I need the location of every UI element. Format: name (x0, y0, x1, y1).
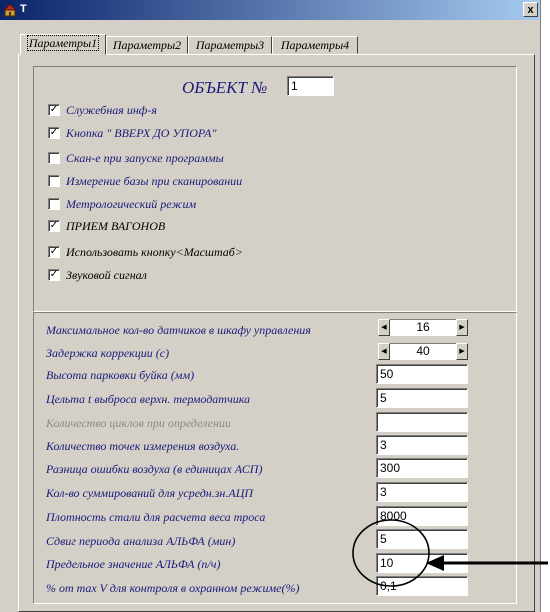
param-input[interactable]: 10 (376, 553, 468, 573)
checkbox-box[interactable]: ✓ (49, 269, 59, 280)
param-label: Цельта t выброса верхн. термодатчика (46, 392, 251, 406)
param-label: Высота парковки буйка (мм) (46, 368, 195, 382)
checkbox-box[interactable]: ✓ (49, 246, 59, 257)
param-input[interactable]: 3 (376, 482, 468, 502)
highlight-circle (353, 520, 429, 586)
checkbox-box[interactable]: ✓ (49, 127, 59, 138)
param-input[interactable]: 3 (376, 435, 468, 455)
arrow-right-icon[interactable]: ▶ (456, 319, 468, 336)
checkbox-label: Кнопка " ВВЕРХ ДО УПОРА" (66, 126, 217, 140)
checkbox-box[interactable]: ✓ (49, 220, 59, 231)
param-label: Плотность стали для расчета веса троса (46, 510, 266, 524)
checkbox-label: Звуковой сигнал (66, 268, 147, 282)
window-title: T (20, 3, 27, 15)
spinner-value: 16 (390, 319, 456, 336)
param-input[interactable]: 8000 (376, 506, 468, 526)
param-input[interactable]: 5 (376, 388, 468, 408)
checkbox-label: Скан-е при запуске программы (66, 151, 224, 165)
tab-parametry2[interactable]: Параметры2 (106, 36, 188, 54)
spinner-value: 40 (390, 343, 456, 360)
tab-parametry3[interactable]: Параметры3 (188, 36, 272, 54)
param-label: Максимальное кол-во датчиков в шкафу управления (46, 323, 311, 337)
arrow-left-icon[interactable]: ◀ (378, 319, 390, 336)
param-input[interactable]: 50 (376, 364, 468, 384)
param-label: Сдвиг периода анализа АЛЬФА (мин) (46, 534, 236, 548)
param-label: Разница ошибки воздуха (в единицах АСП) (46, 462, 263, 476)
tab-parametry4[interactable]: Параметры4 (272, 36, 358, 54)
arrow-left-icon[interactable]: ◀ (378, 343, 390, 360)
checkbox-label: ПРИЕМ ВАГОНОВ (66, 219, 166, 233)
param-label: Количество точек измерения воздуха. (46, 439, 240, 453)
checkbox-label: Измерение базы при сканировании (66, 174, 243, 188)
param-input[interactable]: 5 (376, 529, 468, 549)
param-input[interactable]: 300 (376, 458, 468, 478)
tab-parametry1[interactable]: Параметры1 (20, 34, 106, 55)
param-label: Предельное значение АЛЬФА (п/ч) (46, 557, 221, 571)
arrow-right-icon[interactable]: ▶ (456, 343, 468, 360)
checkbox-box[interactable]: ✓ (49, 104, 59, 115)
checkbox-label: Метрологический режим (66, 197, 197, 211)
param-label: % от max V для контроля в охранном режиме(%) (46, 581, 300, 595)
param-input[interactable]: 0,1 (376, 576, 468, 596)
object-number-input[interactable]: 1 (287, 76, 334, 96)
checkbox-label: Служебная инф-я (66, 103, 157, 117)
object-number-label: ОБЪЕКТ № (182, 78, 268, 97)
param-label: Кол-во суммирований для усредн.зн.АЦП (46, 486, 254, 500)
param-label: Задержка коррекции (с) (46, 346, 170, 360)
checkbox-label: Использовать кнопку<Масштаб> (66, 245, 243, 259)
param-label: Количество циклов при определении (46, 416, 231, 430)
close-button[interactable]: x (523, 2, 538, 17)
